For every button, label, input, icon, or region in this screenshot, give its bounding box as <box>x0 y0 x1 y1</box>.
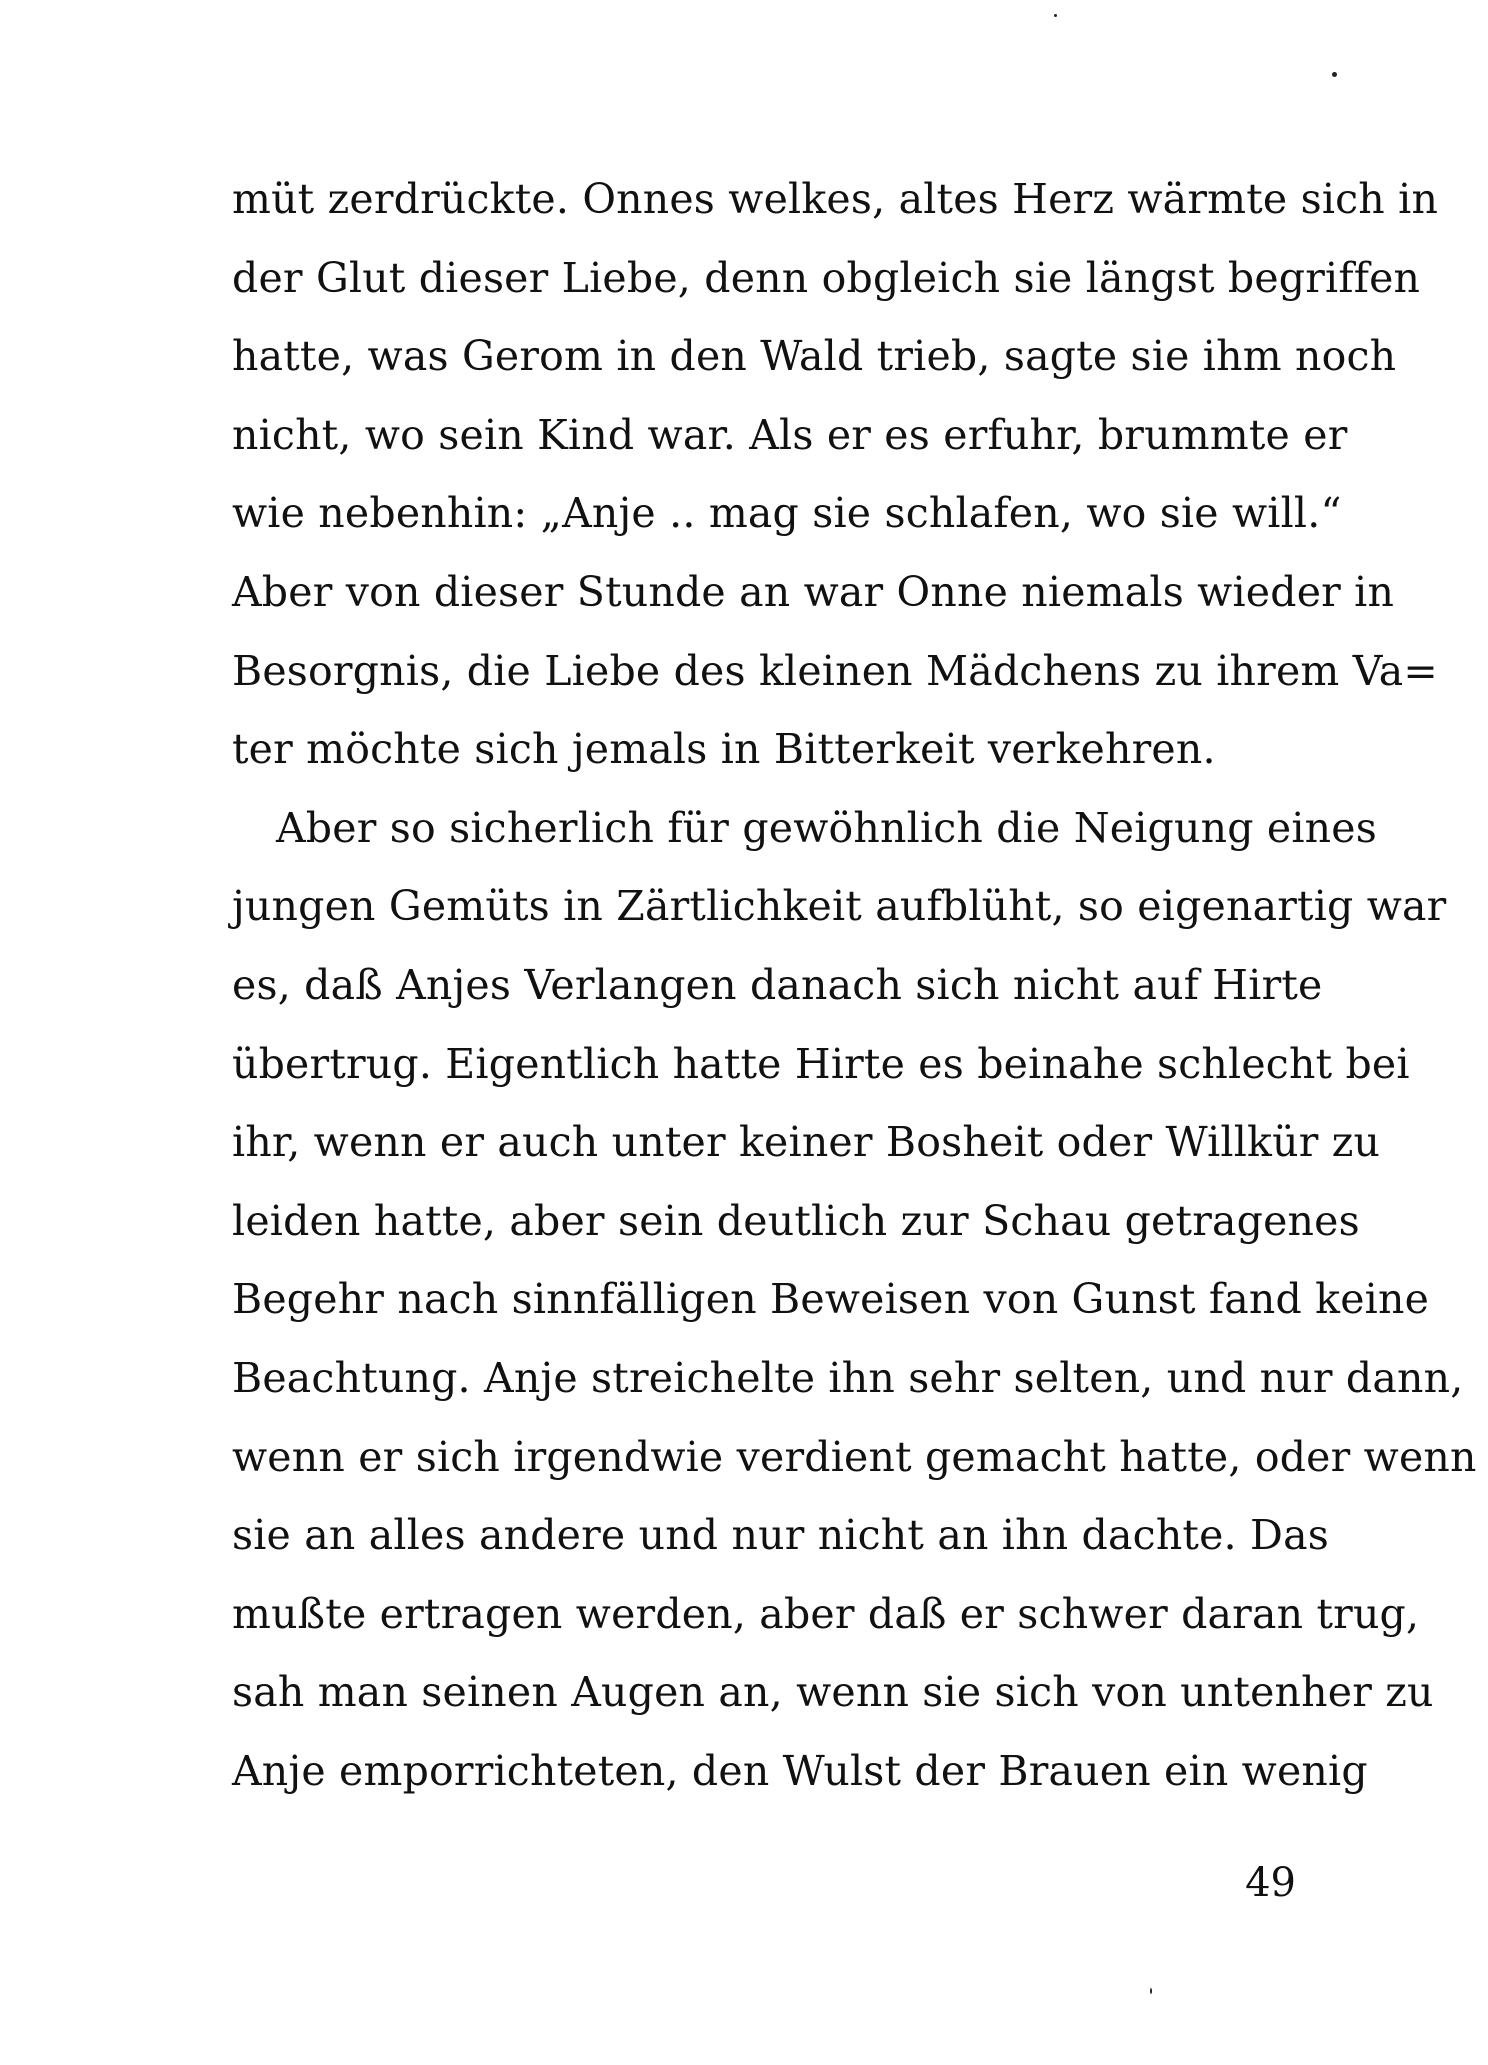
text-line: Anje emporrichteten, den Wulst der Brauen ein wenig <box>232 1746 1368 1795</box>
text-line: Begehr nach sinnfälligen Beweisen von Gunst fand keine <box>232 1275 1430 1324</box>
text-line: wie nebenhin: „Anje .. mag sie schlafen, wo sie will.“ <box>232 489 1342 538</box>
text-line: es, daß Anjes Verlangen danach sich nicht auf Hirte <box>232 960 1323 1009</box>
text-line: Aber so sicherlich für gewöhnlich die Neigung eines <box>276 803 1377 852</box>
text-line: sah man seinen Augen an, wenn sie sich von untenher zu <box>232 1668 1434 1717</box>
text-line: jungen Gemüts in Zärtlichkeit aufblüht, so eigenartig war <box>232 882 1447 931</box>
paper-speck <box>1332 72 1337 77</box>
text-line: übertrug. Eigentlich hatte Hirte es beinahe schlecht bei <box>232 1039 1410 1088</box>
text-line: leiden hatte, aber sein deutlich zur Schau getragenes <box>232 1196 1360 1245</box>
text-line: müt zerdrückte. Onnes welkes, altes Herz wärmte sich in <box>232 175 1439 223</box>
text-line: Beachtung. Anje streichelte ihn sehr selten, und nur dann, <box>232 1353 1464 1402</box>
text-line: sie an alles andere und nur nicht an ihn dachte. Das <box>232 1511 1329 1560</box>
text-line: ihr, wenn er auch unter keiner Bosheit oder Willkür zu <box>232 1118 1381 1167</box>
text-line: hatte, was Gerom in den Wald trieb, sagte sie ihm noch <box>232 332 1397 381</box>
text-line: wenn er sich irgendwie verdient gemacht hatte, oder wenn <box>232 1432 1477 1481</box>
text-line: mußte ertragen werden, aber daß er schwer daran trug, <box>232 1589 1420 1638</box>
paragraph-1 <box>232 160 1439 789</box>
page-number: 49 <box>1245 1860 1296 1906</box>
paragraph-2 <box>232 789 1477 1811</box>
text-line: der Glut dieser Liebe, denn obgleich sie längst begriffen <box>232 253 1421 302</box>
text-line: Aber von dieser Stunde an war Onne niemals wieder in <box>232 567 1395 616</box>
text-line: Besorgnis, die Liebe des kleinen Mädchens zu ihrem Va= <box>232 646 1438 695</box>
text-line: ter möchte sich jemals in Bitterkeit verkehren. <box>232 725 1216 774</box>
text-line: nicht, wo sein Kind war. Als er es erfuhr, brummte er <box>232 410 1348 459</box>
body-text <box>232 160 1477 1810</box>
paper-speck <box>1150 1988 1152 1994</box>
paper-speck <box>1054 14 1057 17</box>
